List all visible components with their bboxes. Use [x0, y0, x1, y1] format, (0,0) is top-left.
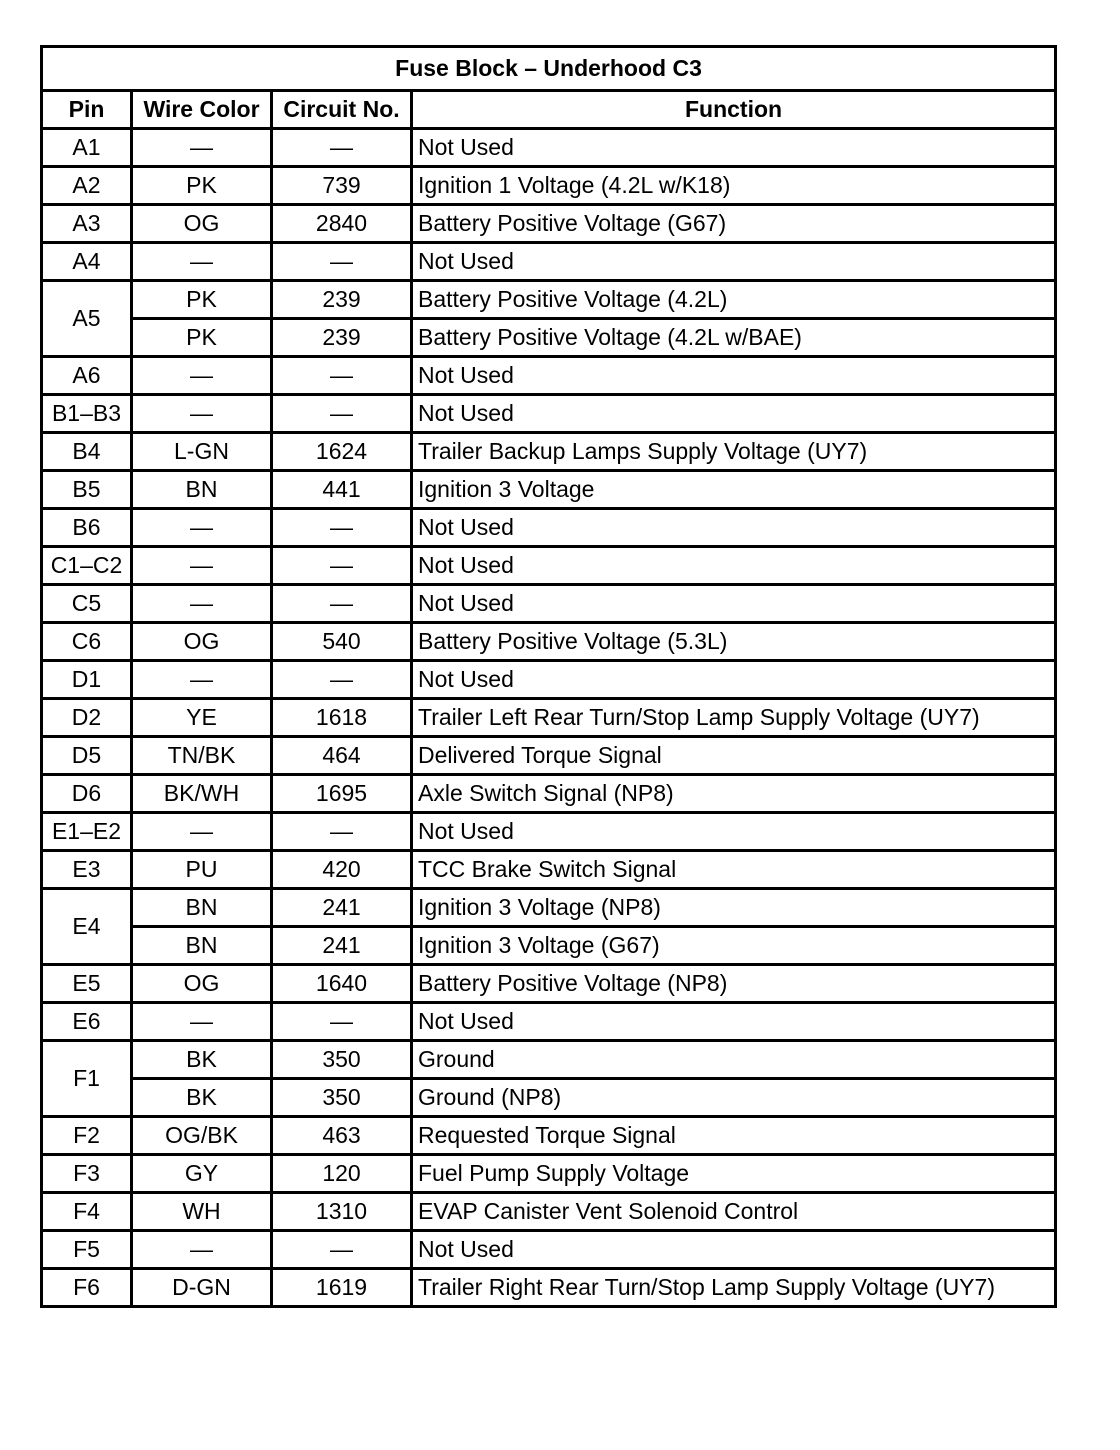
table-header [42, 47, 1056, 129]
table-row [42, 1117, 1056, 1155]
circuit-no-cell: 1695 [272, 775, 412, 813]
table-row [42, 471, 1056, 509]
wire-color-cell: — [132, 357, 272, 395]
function-cell: Not Used [412, 129, 1056, 167]
circuit-no-cell: — [272, 395, 412, 433]
table-row [42, 547, 1056, 585]
wire-color-cell: BN [132, 471, 272, 509]
pin-cell: B1–B3 [42, 395, 132, 433]
circuit-no-cell: 1619 [272, 1269, 412, 1307]
function-cell: Ignition 1 Voltage (4.2L w/K18) [412, 167, 1056, 205]
pin-cell: F2 [42, 1117, 132, 1155]
table-row [42, 205, 1056, 243]
table-row [42, 851, 1056, 889]
pin-cell: A2 [42, 167, 132, 205]
pin-cell: B5 [42, 471, 132, 509]
wire-color-cell: BK [132, 1041, 272, 1079]
circuit-no-cell: 441 [272, 471, 412, 509]
table-row [42, 585, 1056, 623]
wire-color-cell: — [132, 661, 272, 699]
circuit-no-cell: — [272, 661, 412, 699]
function-cell: Not Used [412, 243, 1056, 281]
circuit-no-cell: 241 [272, 927, 412, 965]
function-cell: Trailer Left Rear Turn/Stop Lamp Supply Voltage (UY7) [412, 699, 1056, 737]
table-row [42, 775, 1056, 813]
circuit-no-cell: 420 [272, 851, 412, 889]
header-circuit-no: Circuit No. [272, 91, 412, 129]
wire-color-cell: — [132, 547, 272, 585]
wire-color-cell: TN/BK [132, 737, 272, 775]
function-cell: Not Used [412, 395, 1056, 433]
circuit-no-cell: 1624 [272, 433, 412, 471]
function-cell: Battery Positive Voltage (G67) [412, 205, 1056, 243]
table-row [42, 1269, 1056, 1307]
circuit-no-cell: 2840 [272, 205, 412, 243]
function-cell: Not Used [412, 813, 1056, 851]
circuit-no-cell: — [272, 357, 412, 395]
function-cell: Not Used [412, 585, 1056, 623]
circuit-no-cell: 463 [272, 1117, 412, 1155]
wire-color-cell: BN [132, 889, 272, 927]
wire-color-cell: OG [132, 965, 272, 1003]
table-body [42, 129, 1056, 1307]
function-cell: Ground (NP8) [412, 1079, 1056, 1117]
table-row [42, 1193, 1056, 1231]
pin-cell: C6 [42, 623, 132, 661]
table-row [42, 965, 1056, 1003]
wire-color-cell: — [132, 1231, 272, 1269]
table-row [42, 889, 1056, 927]
wire-color-cell: L-GN [132, 433, 272, 471]
circuit-no-cell: 120 [272, 1155, 412, 1193]
function-cell: Trailer Right Rear Turn/Stop Lamp Supply Voltage (UY7) [412, 1269, 1056, 1307]
wire-color-cell: BK/WH [132, 775, 272, 813]
circuit-no-cell: 241 [272, 889, 412, 927]
circuit-no-cell: — [272, 585, 412, 623]
function-cell: EVAP Canister Vent Solenoid Control [412, 1193, 1056, 1231]
pin-cell: D2 [42, 699, 132, 737]
table-row [42, 1003, 1056, 1041]
function-cell: Battery Positive Voltage (4.2L w/BAE) [412, 319, 1056, 357]
pin-cell: F6 [42, 1269, 132, 1307]
wire-color-cell: GY [132, 1155, 272, 1193]
pin-cell: A4 [42, 243, 132, 281]
pin-cell: E5 [42, 965, 132, 1003]
circuit-no-cell: — [272, 547, 412, 585]
function-cell: Trailer Backup Lamps Supply Voltage (UY7) [412, 433, 1056, 471]
table-row [42, 1079, 1056, 1117]
wire-color-cell: PU [132, 851, 272, 889]
function-cell: Delivered Torque Signal [412, 737, 1056, 775]
function-cell: TCC Brake Switch Signal [412, 851, 1056, 889]
function-cell: Not Used [412, 1231, 1056, 1269]
header-wire-color: Wire Color [132, 91, 272, 129]
circuit-no-cell: 540 [272, 623, 412, 661]
pin-cell: C5 [42, 585, 132, 623]
circuit-no-cell: — [272, 243, 412, 281]
pin-cell: A6 [42, 357, 132, 395]
table-row [42, 281, 1056, 319]
header-function: Function [412, 91, 1056, 129]
pin-cell: D5 [42, 737, 132, 775]
function-cell: Not Used [412, 661, 1056, 699]
table-title: Fuse Block – Underhood C3 [42, 47, 1056, 91]
table-row [42, 243, 1056, 281]
function-cell: Ground [412, 1041, 1056, 1079]
circuit-no-cell: 739 [272, 167, 412, 205]
function-cell: Ignition 3 Voltage (NP8) [412, 889, 1056, 927]
table-row [42, 167, 1056, 205]
pinout-table [40, 45, 1057, 1308]
table-row [42, 813, 1056, 851]
wire-color-cell: — [132, 243, 272, 281]
function-cell: Fuel Pump Supply Voltage [412, 1155, 1056, 1193]
circuit-no-cell: — [272, 813, 412, 851]
function-cell: Battery Positive Voltage (NP8) [412, 965, 1056, 1003]
table-row [42, 927, 1056, 965]
wire-color-cell: YE [132, 699, 272, 737]
title-row [42, 47, 1056, 91]
table-row [42, 395, 1056, 433]
wire-color-cell: OG/BK [132, 1117, 272, 1155]
function-cell: Axle Switch Signal (NP8) [412, 775, 1056, 813]
circuit-no-cell: 239 [272, 281, 412, 319]
pin-cell: D1 [42, 661, 132, 699]
function-cell: Ignition 3 Voltage (G67) [412, 927, 1056, 965]
circuit-no-cell: 239 [272, 319, 412, 357]
wire-color-cell: OG [132, 623, 272, 661]
circuit-no-cell: 350 [272, 1079, 412, 1117]
circuit-no-cell: 1310 [272, 1193, 412, 1231]
pin-cell: E1–E2 [42, 813, 132, 851]
pin-cell: B4 [42, 433, 132, 471]
pin-cell: F1 [42, 1041, 132, 1117]
wire-color-cell: D-GN [132, 1269, 272, 1307]
table-row [42, 737, 1056, 775]
circuit-no-cell: — [272, 129, 412, 167]
table-row [42, 661, 1056, 699]
circuit-no-cell: 1618 [272, 699, 412, 737]
pin-cell: F5 [42, 1231, 132, 1269]
table-row [42, 623, 1056, 661]
wire-color-cell: WH [132, 1193, 272, 1231]
pin-cell: B6 [42, 509, 132, 547]
header-pin: Pin [42, 91, 132, 129]
table-row [42, 433, 1056, 471]
circuit-no-cell: 464 [272, 737, 412, 775]
wire-color-cell: BK [132, 1079, 272, 1117]
function-cell: Battery Positive Voltage (4.2L) [412, 281, 1056, 319]
function-cell: Ignition 3 Voltage [412, 471, 1056, 509]
wire-color-cell: — [132, 129, 272, 167]
table-row [42, 1231, 1056, 1269]
function-cell: Requested Torque Signal [412, 1117, 1056, 1155]
wire-color-cell: — [132, 1003, 272, 1041]
table-row [42, 357, 1056, 395]
circuit-no-cell: 350 [272, 1041, 412, 1079]
wire-color-cell: PK [132, 319, 272, 357]
table-row [42, 699, 1056, 737]
pin-cell: A5 [42, 281, 132, 357]
pin-cell: E3 [42, 851, 132, 889]
function-cell: Not Used [412, 547, 1056, 585]
pin-cell: F4 [42, 1193, 132, 1231]
wire-color-cell: — [132, 585, 272, 623]
pin-cell: D6 [42, 775, 132, 813]
function-cell: Battery Positive Voltage (5.3L) [412, 623, 1056, 661]
column-header-row [42, 91, 1056, 129]
function-cell: Not Used [412, 509, 1056, 547]
function-cell: Not Used [412, 1003, 1056, 1041]
wire-color-cell: OG [132, 205, 272, 243]
circuit-no-cell: — [272, 1231, 412, 1269]
table-row [42, 319, 1056, 357]
pin-cell: F3 [42, 1155, 132, 1193]
function-cell: Not Used [412, 357, 1056, 395]
wire-color-cell: — [132, 509, 272, 547]
pin-cell: E4 [42, 889, 132, 965]
table-row [42, 129, 1056, 167]
table-row [42, 1041, 1056, 1079]
circuit-no-cell: — [272, 1003, 412, 1041]
wire-color-cell: BN [132, 927, 272, 965]
table-row [42, 509, 1056, 547]
pin-cell: A1 [42, 129, 132, 167]
pin-cell: A3 [42, 205, 132, 243]
wire-color-cell: PK [132, 167, 272, 205]
wire-color-cell: PK [132, 281, 272, 319]
circuit-no-cell: 1640 [272, 965, 412, 1003]
pin-cell: E6 [42, 1003, 132, 1041]
circuit-no-cell: — [272, 509, 412, 547]
table-row [42, 1155, 1056, 1193]
wire-color-cell: — [132, 813, 272, 851]
pin-cell: C1–C2 [42, 547, 132, 585]
wire-color-cell: — [132, 395, 272, 433]
